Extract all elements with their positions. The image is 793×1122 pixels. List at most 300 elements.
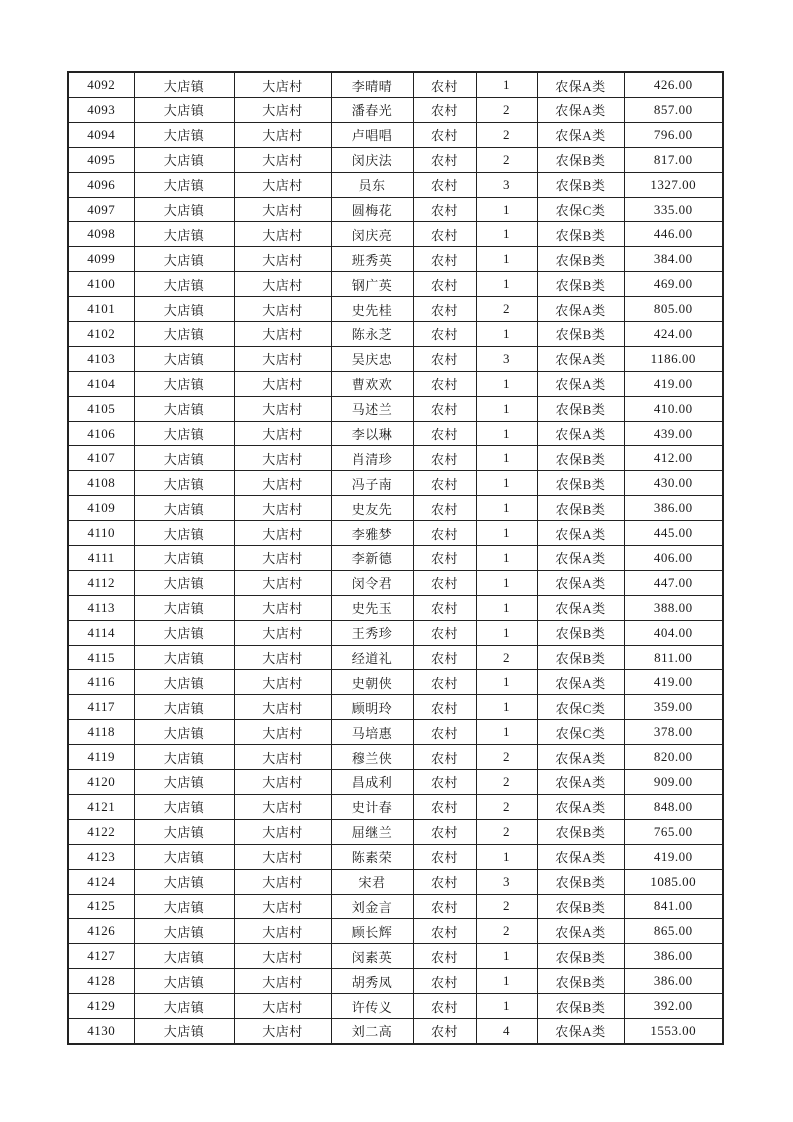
table-row — [68, 496, 723, 521]
serial-number-cell: 4093 — [68, 98, 134, 123]
person-name-cell: 史友先 — [331, 496, 413, 521]
person-name-cell: 陈素荣 — [331, 844, 413, 869]
residence-type-cell: 农村 — [413, 919, 476, 944]
serial-number-cell: 4094 — [68, 122, 134, 147]
village-cell: 大店村 — [234, 421, 331, 446]
amount-cell: 386.00 — [624, 944, 723, 969]
town-cell: 大店镇 — [134, 122, 234, 147]
residence-type-cell: 农村 — [413, 620, 476, 645]
insurance-class-cell: 农保B类 — [537, 894, 624, 919]
person-name-cell: 陈永芝 — [331, 322, 413, 347]
amount-cell: 392.00 — [624, 994, 723, 1019]
serial-number-cell: 4109 — [68, 496, 134, 521]
serial-number-cell: 4120 — [68, 770, 134, 795]
table-row — [68, 745, 723, 770]
insurance-class-cell: 农保B类 — [537, 446, 624, 471]
serial-number-cell: 4127 — [68, 944, 134, 969]
village-cell: 大店村 — [234, 496, 331, 521]
person-name-cell: 穆兰侠 — [331, 745, 413, 770]
village-cell: 大店村 — [234, 322, 331, 347]
family-count-cell: 2 — [476, 819, 537, 844]
town-cell: 大店镇 — [134, 222, 234, 247]
insurance-class-cell: 农保C类 — [537, 720, 624, 745]
table-row — [68, 944, 723, 969]
town-cell: 大店镇 — [134, 546, 234, 571]
person-name-cell: 刘二高 — [331, 1018, 413, 1044]
village-cell: 大店村 — [234, 346, 331, 371]
person-name-cell: 潘春光 — [331, 98, 413, 123]
insurance-class-cell: 农保A类 — [537, 122, 624, 147]
serial-number-cell: 4113 — [68, 595, 134, 620]
serial-number-cell: 4095 — [68, 147, 134, 172]
village-cell: 大店村 — [234, 919, 331, 944]
family-count-cell: 1 — [476, 969, 537, 994]
table-row — [68, 122, 723, 147]
town-cell: 大店镇 — [134, 645, 234, 670]
residence-type-cell: 农村 — [413, 794, 476, 819]
person-name-cell: 闵令君 — [331, 570, 413, 595]
table-row — [68, 172, 723, 197]
table-row — [68, 1018, 723, 1044]
table-row — [68, 844, 723, 869]
person-name-cell: 圆梅花 — [331, 197, 413, 222]
amount-cell: 424.00 — [624, 322, 723, 347]
village-cell: 大店村 — [234, 147, 331, 172]
village-cell: 大店村 — [234, 994, 331, 1019]
serial-number-cell: 4115 — [68, 645, 134, 670]
person-name-cell: 冯子南 — [331, 471, 413, 496]
town-cell: 大店镇 — [134, 919, 234, 944]
insurance-class-cell: 农保A类 — [537, 794, 624, 819]
town-cell: 大店镇 — [134, 695, 234, 720]
town-cell: 大店镇 — [134, 346, 234, 371]
amount-cell: 430.00 — [624, 471, 723, 496]
serial-number-cell: 4105 — [68, 396, 134, 421]
insurance-class-cell: 农保A类 — [537, 770, 624, 795]
insurance-class-cell: 农保C类 — [537, 695, 624, 720]
insurance-class-cell: 农保B类 — [537, 247, 624, 272]
insurance-class-cell: 农保A类 — [537, 421, 624, 446]
insurance-class-cell: 农保A类 — [537, 346, 624, 371]
town-cell: 大店镇 — [134, 471, 234, 496]
residence-type-cell: 农村 — [413, 745, 476, 770]
table-row — [68, 969, 723, 994]
family-count-cell: 2 — [476, 645, 537, 670]
residence-type-cell: 农村 — [413, 222, 476, 247]
amount-cell: 419.00 — [624, 371, 723, 396]
residence-type-cell: 农村 — [413, 72, 476, 98]
amount-cell: 384.00 — [624, 247, 723, 272]
person-name-cell: 李以琳 — [331, 421, 413, 446]
serial-number-cell: 4114 — [68, 620, 134, 645]
insurance-class-cell: 农保B类 — [537, 471, 624, 496]
family-count-cell: 1 — [476, 197, 537, 222]
amount-cell: 865.00 — [624, 919, 723, 944]
serial-number-cell: 4106 — [68, 421, 134, 446]
village-cell: 大店村 — [234, 98, 331, 123]
family-count-cell: 2 — [476, 297, 537, 322]
family-count-cell: 1 — [476, 720, 537, 745]
family-count-cell: 1 — [476, 421, 537, 446]
town-cell: 大店镇 — [134, 745, 234, 770]
residence-type-cell: 农村 — [413, 770, 476, 795]
person-name-cell: 昌成利 — [331, 770, 413, 795]
family-count-cell: 2 — [476, 894, 537, 919]
person-name-cell: 卢唱唱 — [331, 122, 413, 147]
insurance-class-cell: 农保A类 — [537, 98, 624, 123]
person-name-cell: 吴庆忠 — [331, 346, 413, 371]
person-name-cell: 闵庆法 — [331, 147, 413, 172]
residence-type-cell: 农村 — [413, 496, 476, 521]
insurance-class-cell: 农保A类 — [537, 297, 624, 322]
residence-type-cell: 农村 — [413, 720, 476, 745]
village-cell: 大店村 — [234, 297, 331, 322]
family-count-cell: 1 — [476, 570, 537, 595]
amount-cell: 1186.00 — [624, 346, 723, 371]
table-row — [68, 994, 723, 1019]
residence-type-cell: 农村 — [413, 346, 476, 371]
serial-number-cell: 4122 — [68, 819, 134, 844]
village-cell: 大店村 — [234, 247, 331, 272]
family-count-cell: 1 — [476, 322, 537, 347]
village-cell: 大店村 — [234, 172, 331, 197]
table-row — [68, 446, 723, 471]
amount-cell: 1085.00 — [624, 869, 723, 894]
serial-number-cell: 4097 — [68, 197, 134, 222]
residence-type-cell: 农村 — [413, 272, 476, 297]
amount-cell: 1327.00 — [624, 172, 723, 197]
insurance-class-cell: 农保B类 — [537, 272, 624, 297]
family-count-cell: 3 — [476, 172, 537, 197]
village-cell: 大店村 — [234, 272, 331, 297]
amount-cell: 335.00 — [624, 197, 723, 222]
amount-cell: 446.00 — [624, 222, 723, 247]
serial-number-cell: 4107 — [68, 446, 134, 471]
residence-type-cell: 农村 — [413, 322, 476, 347]
amount-cell: 359.00 — [624, 695, 723, 720]
table-row — [68, 471, 723, 496]
town-cell: 大店镇 — [134, 172, 234, 197]
insurance-class-cell: 农保B类 — [537, 994, 624, 1019]
town-cell: 大店镇 — [134, 595, 234, 620]
insurance-class-cell: 农保A类 — [537, 745, 624, 770]
person-name-cell: 李晴晴 — [331, 72, 413, 98]
amount-cell: 805.00 — [624, 297, 723, 322]
family-count-cell: 3 — [476, 869, 537, 894]
person-name-cell: 闵素英 — [331, 944, 413, 969]
village-cell: 大店村 — [234, 745, 331, 770]
insurance-class-cell: 农保A类 — [537, 570, 624, 595]
serial-number-cell: 4117 — [68, 695, 134, 720]
residence-type-cell: 农村 — [413, 819, 476, 844]
village-cell: 大店村 — [234, 72, 331, 98]
insurance-class-cell: 农保B类 — [537, 869, 624, 894]
residence-type-cell: 农村 — [413, 396, 476, 421]
town-cell: 大店镇 — [134, 894, 234, 919]
amount-cell: 386.00 — [624, 496, 723, 521]
family-count-cell: 1 — [476, 695, 537, 720]
person-name-cell: 曹欢欢 — [331, 371, 413, 396]
amount-cell: 419.00 — [624, 844, 723, 869]
family-count-cell: 1 — [476, 521, 537, 546]
amount-cell: 447.00 — [624, 570, 723, 595]
serial-number-cell: 4118 — [68, 720, 134, 745]
serial-number-cell: 4096 — [68, 172, 134, 197]
family-count-cell: 2 — [476, 98, 537, 123]
amount-cell: 445.00 — [624, 521, 723, 546]
table-row — [68, 297, 723, 322]
amount-cell: 817.00 — [624, 147, 723, 172]
village-cell: 大店村 — [234, 695, 331, 720]
family-count-cell: 2 — [476, 122, 537, 147]
village-cell: 大店村 — [234, 446, 331, 471]
town-cell: 大店镇 — [134, 446, 234, 471]
serial-number-cell: 4112 — [68, 570, 134, 595]
person-name-cell: 史先玉 — [331, 595, 413, 620]
village-cell: 大店村 — [234, 894, 331, 919]
serial-number-cell: 4119 — [68, 745, 134, 770]
insurance-class-cell: 农保B类 — [537, 819, 624, 844]
table-row — [68, 222, 723, 247]
town-cell: 大店镇 — [134, 396, 234, 421]
records-table-body — [68, 72, 723, 1044]
amount-cell: 406.00 — [624, 546, 723, 571]
person-name-cell: 刘金言 — [331, 894, 413, 919]
amount-cell: 796.00 — [624, 122, 723, 147]
table-row — [68, 770, 723, 795]
village-cell: 大店村 — [234, 396, 331, 421]
amount-cell: 857.00 — [624, 98, 723, 123]
residence-type-cell: 农村 — [413, 521, 476, 546]
village-cell: 大店村 — [234, 969, 331, 994]
residence-type-cell: 农村 — [413, 844, 476, 869]
village-cell: 大店村 — [234, 471, 331, 496]
village-cell: 大店村 — [234, 1018, 331, 1044]
person-name-cell: 经道礼 — [331, 645, 413, 670]
town-cell: 大店镇 — [134, 720, 234, 745]
insurance-class-cell: 农保B类 — [537, 969, 624, 994]
village-cell: 大店村 — [234, 371, 331, 396]
residence-type-cell: 农村 — [413, 446, 476, 471]
town-cell: 大店镇 — [134, 770, 234, 795]
family-count-cell: 2 — [476, 745, 537, 770]
person-name-cell: 宋君 — [331, 869, 413, 894]
person-name-cell: 班秀英 — [331, 247, 413, 272]
insurance-class-cell: 农保A类 — [537, 546, 624, 571]
table-row — [68, 421, 723, 446]
table-row — [68, 720, 723, 745]
amount-cell: 419.00 — [624, 670, 723, 695]
table-row — [68, 595, 723, 620]
insurance-class-cell: 农保A类 — [537, 371, 624, 396]
insurance-class-cell: 农保B类 — [537, 645, 624, 670]
residence-type-cell: 农村 — [413, 247, 476, 272]
town-cell: 大店镇 — [134, 371, 234, 396]
serial-number-cell: 4092 — [68, 72, 134, 98]
town-cell: 大店镇 — [134, 969, 234, 994]
person-name-cell: 顾长辉 — [331, 919, 413, 944]
family-count-cell: 1 — [476, 72, 537, 98]
residence-type-cell: 农村 — [413, 1018, 476, 1044]
serial-number-cell: 4108 — [68, 471, 134, 496]
family-count-cell: 1 — [476, 620, 537, 645]
family-count-cell: 1 — [476, 670, 537, 695]
residence-type-cell: 农村 — [413, 645, 476, 670]
insurance-class-cell: 农保A类 — [537, 521, 624, 546]
residence-type-cell: 农村 — [413, 147, 476, 172]
table-row — [68, 919, 723, 944]
table-row — [68, 695, 723, 720]
residence-type-cell: 农村 — [413, 894, 476, 919]
village-cell: 大店村 — [234, 720, 331, 745]
serial-number-cell: 4098 — [68, 222, 134, 247]
serial-number-cell: 4121 — [68, 794, 134, 819]
amount-cell: 404.00 — [624, 620, 723, 645]
family-count-cell: 1 — [476, 844, 537, 869]
person-name-cell: 顾明玲 — [331, 695, 413, 720]
residence-type-cell: 农村 — [413, 695, 476, 720]
town-cell: 大店镇 — [134, 794, 234, 819]
village-cell: 大店村 — [234, 869, 331, 894]
amount-cell: 469.00 — [624, 272, 723, 297]
insurance-class-cell: 农保B类 — [537, 396, 624, 421]
insurance-class-cell: 农保A类 — [537, 919, 624, 944]
town-cell: 大店镇 — [134, 521, 234, 546]
table-row — [68, 322, 723, 347]
records-table — [67, 71, 724, 1045]
insurance-class-cell: 农保A类 — [537, 595, 624, 620]
town-cell: 大店镇 — [134, 421, 234, 446]
serial-number-cell: 4126 — [68, 919, 134, 944]
residence-type-cell: 农村 — [413, 595, 476, 620]
town-cell: 大店镇 — [134, 72, 234, 98]
family-count-cell: 2 — [476, 770, 537, 795]
person-name-cell: 史计春 — [331, 794, 413, 819]
person-name-cell: 屈继兰 — [331, 819, 413, 844]
serial-number-cell: 4111 — [68, 546, 134, 571]
amount-cell: 439.00 — [624, 421, 723, 446]
table-row — [68, 247, 723, 272]
family-count-cell: 2 — [476, 147, 537, 172]
residence-type-cell: 农村 — [413, 944, 476, 969]
town-cell: 大店镇 — [134, 994, 234, 1019]
insurance-class-cell: 农保B类 — [537, 620, 624, 645]
amount-cell: 848.00 — [624, 794, 723, 819]
serial-number-cell: 4101 — [68, 297, 134, 322]
insurance-class-cell: 农保A类 — [537, 1018, 624, 1044]
family-count-cell: 1 — [476, 546, 537, 571]
residence-type-cell: 农村 — [413, 670, 476, 695]
residence-type-cell: 农村 — [413, 570, 476, 595]
village-cell: 大店村 — [234, 670, 331, 695]
serial-number-cell: 4123 — [68, 844, 134, 869]
village-cell: 大店村 — [234, 122, 331, 147]
amount-cell: 386.00 — [624, 969, 723, 994]
family-count-cell: 1 — [476, 471, 537, 496]
residence-type-cell: 农村 — [413, 994, 476, 1019]
residence-type-cell: 农村 — [413, 98, 476, 123]
town-cell: 大店镇 — [134, 496, 234, 521]
table-row — [68, 794, 723, 819]
insurance-class-cell: 农保B类 — [537, 496, 624, 521]
amount-cell: 841.00 — [624, 894, 723, 919]
serial-number-cell: 4128 — [68, 969, 134, 994]
town-cell: 大店镇 — [134, 570, 234, 595]
village-cell: 大店村 — [234, 844, 331, 869]
table-row — [68, 620, 723, 645]
family-count-cell: 1 — [476, 994, 537, 1019]
family-count-cell: 1 — [476, 222, 537, 247]
family-count-cell: 1 — [476, 396, 537, 421]
person-name-cell: 闵庆亮 — [331, 222, 413, 247]
residence-type-cell: 农村 — [413, 197, 476, 222]
table-row — [68, 346, 723, 371]
family-count-cell: 3 — [476, 346, 537, 371]
table-row — [68, 197, 723, 222]
residence-type-cell: 农村 — [413, 371, 476, 396]
insurance-class-cell: 农保B类 — [537, 172, 624, 197]
person-name-cell: 史先桂 — [331, 297, 413, 322]
person-name-cell: 钢广英 — [331, 272, 413, 297]
serial-number-cell: 4110 — [68, 521, 134, 546]
person-name-cell: 李雅梦 — [331, 521, 413, 546]
family-count-cell: 1 — [476, 272, 537, 297]
insurance-class-cell: 农保C类 — [537, 197, 624, 222]
residence-type-cell: 农村 — [413, 546, 476, 571]
town-cell: 大店镇 — [134, 620, 234, 645]
amount-cell: 378.00 — [624, 720, 723, 745]
amount-cell: 410.00 — [624, 396, 723, 421]
serial-number-cell: 4103 — [68, 346, 134, 371]
table-row — [68, 72, 723, 98]
table-row — [68, 869, 723, 894]
person-name-cell: 史朝侠 — [331, 670, 413, 695]
table-row — [68, 371, 723, 396]
person-name-cell: 肖清珍 — [331, 446, 413, 471]
village-cell: 大店村 — [234, 570, 331, 595]
town-cell: 大店镇 — [134, 1018, 234, 1044]
insurance-class-cell: 农保A类 — [537, 844, 624, 869]
table-row — [68, 521, 723, 546]
person-name-cell: 王秀珍 — [331, 620, 413, 645]
amount-cell: 1553.00 — [624, 1018, 723, 1044]
residence-type-cell: 农村 — [413, 471, 476, 496]
family-count-cell: 2 — [476, 794, 537, 819]
town-cell: 大店镇 — [134, 272, 234, 297]
table-row — [68, 272, 723, 297]
serial-number-cell: 4129 — [68, 994, 134, 1019]
insurance-class-cell: 农保A类 — [537, 72, 624, 98]
person-name-cell: 马述兰 — [331, 396, 413, 421]
amount-cell: 388.00 — [624, 595, 723, 620]
person-name-cell: 许传义 — [331, 994, 413, 1019]
insurance-class-cell: 农保B类 — [537, 944, 624, 969]
serial-number-cell: 4125 — [68, 894, 134, 919]
serial-number-cell: 4100 — [68, 272, 134, 297]
serial-number-cell: 4104 — [68, 371, 134, 396]
serial-number-cell: 4102 — [68, 322, 134, 347]
village-cell: 大店村 — [234, 197, 331, 222]
table-row — [68, 98, 723, 123]
town-cell: 大店镇 — [134, 247, 234, 272]
family-count-cell: 1 — [476, 595, 537, 620]
town-cell: 大店镇 — [134, 844, 234, 869]
town-cell: 大店镇 — [134, 944, 234, 969]
amount-cell: 909.00 — [624, 770, 723, 795]
village-cell: 大店村 — [234, 595, 331, 620]
village-cell: 大店村 — [234, 546, 331, 571]
table-row — [68, 645, 723, 670]
